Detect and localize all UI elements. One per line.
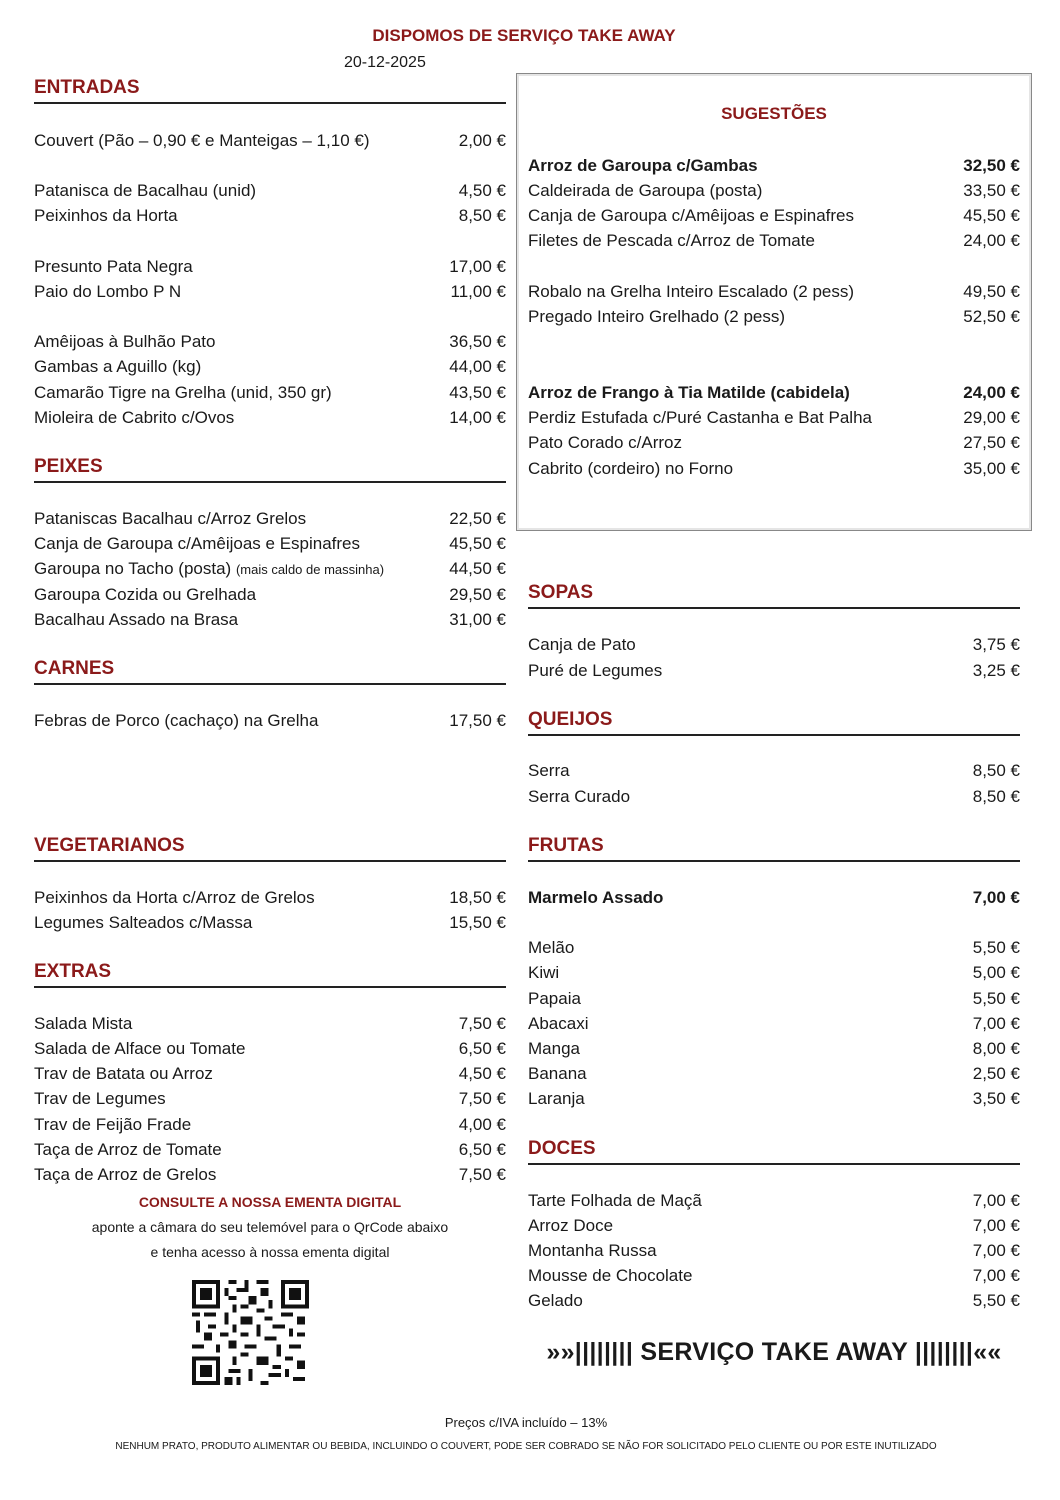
menu-item	[528, 1263, 1020, 1288]
item-price: 8,00 €	[972, 1039, 1020, 1058]
item-price: 17,00 €	[449, 257, 506, 276]
item-name: Trav de Legumes	[34, 1089, 166, 1108]
item-price: 6,50 €	[458, 1039, 506, 1058]
item-price: 3,50 €	[972, 1089, 1020, 1108]
section-vegetarianos: VEGETARIANOS	[34, 834, 506, 862]
item-price: 7,00 €	[972, 1191, 1020, 1210]
item-name: Kiwi	[528, 963, 560, 982]
item-name: Legumes Salteados c/Massa	[34, 913, 253, 932]
item-price: 2,00 €	[458, 131, 506, 150]
menu-item	[34, 506, 506, 531]
item-price: 11,00 €	[450, 282, 506, 301]
item-name: Salada de Alface ou Tomate	[34, 1039, 246, 1058]
item-name: Trav de Feijão Frade	[34, 1115, 192, 1134]
menu-item	[528, 1061, 1020, 1086]
item-price: 7,00 €	[972, 1216, 1020, 1235]
item-name: Gambas a Aguillo (kg)	[34, 357, 202, 376]
item-price: 3,25 €	[972, 661, 1020, 680]
item-price: 7,00 €	[972, 1014, 1020, 1033]
menu-item	[528, 1288, 1020, 1313]
item-name: Peixinhos da Horta	[34, 206, 178, 225]
item-name: Melão	[528, 938, 575, 957]
digital-menu-line-1: aponte a câmara do seu telemóvel para o QrCode abaixo	[91, 1219, 449, 1235]
item-price: 5,00 €	[972, 963, 1020, 982]
item-name: Pregado Inteiro Grelhado (2 pess)	[528, 307, 786, 326]
item-name: Febras de Porco (cachaço) na Grelha	[34, 711, 319, 730]
item-price: 2,50 €	[972, 1064, 1020, 1083]
item-name: Canja de Pato	[528, 635, 636, 654]
qr-code-icon[interactable]	[192, 1280, 309, 1385]
menu-item	[34, 178, 506, 203]
menu-item	[528, 456, 1020, 481]
item-price: 7,00 €	[972, 1241, 1020, 1260]
item-name: Gelado	[528, 1291, 583, 1310]
item-name: Abacaxi	[528, 1014, 589, 1033]
item-price: 33,50 €	[963, 181, 1020, 200]
menu-item	[34, 279, 506, 304]
section-entradas: ENTRADAS	[34, 76, 506, 104]
menu-item	[528, 1086, 1020, 1111]
item-price: 29,00 €	[963, 408, 1020, 427]
item-price: 14,00 €	[449, 408, 506, 427]
menu-item	[34, 885, 506, 910]
item-price: 5,50 €	[972, 938, 1020, 957]
item-name: Canja de Garoupa c/Amêijoas e Espinafres	[528, 206, 855, 225]
menu-item	[34, 354, 506, 379]
section-carnes: CARNES	[34, 657, 506, 685]
item-name: Canja de Garoupa c/Amêijoas e Espinafres	[34, 534, 361, 553]
digital-menu-line-2: e tenha acesso à nossa ementa digital	[150, 1244, 390, 1260]
item-name: Mioleira de Cabrito c/Ovos	[34, 408, 235, 427]
menu-item	[528, 380, 1020, 405]
section-queijos: QUEIJOS	[528, 708, 1020, 736]
item-price: 7,00 €	[972, 1266, 1020, 1285]
item-note: (mais caldo de massinha)	[235, 562, 385, 577]
menu-item	[528, 228, 1020, 253]
digital-menu-title: CONSULTE A NOSSA EMENTA DIGITAL	[138, 1194, 402, 1210]
menu-item	[528, 279, 1020, 304]
menu-item	[34, 910, 506, 935]
item-price: 4,50 €	[458, 1064, 506, 1083]
menu-item	[528, 1188, 1020, 1213]
item-name: Amêijoas à Bulhão Pato	[34, 332, 216, 351]
item-name: Pataniscas Bacalhau c/Arroz Grelos	[34, 509, 307, 528]
item-price: 36,50 €	[449, 332, 506, 351]
item-name: Taça de Arroz de Grelos	[34, 1165, 217, 1184]
item-name: Pato Corado c/Arroz	[528, 433, 683, 452]
menu-item	[34, 1036, 506, 1061]
item-name: Puré de Legumes	[528, 661, 663, 680]
item-name: Garoupa Cozida ou Grelhada	[34, 585, 257, 604]
item-price: 35,00 €	[963, 459, 1020, 478]
menu-item	[528, 1011, 1020, 1036]
item-name: Couvert (Pão – 0,90 € e Manteigas – 1,10 €)	[34, 131, 370, 150]
item-name: Papaia	[528, 989, 581, 1008]
menu-item	[528, 935, 1020, 960]
item-name: Patanisca de Bacalhau (unid)	[34, 181, 257, 200]
item-price: 5,50 €	[972, 1291, 1020, 1310]
item-price: 3,75 €	[972, 635, 1020, 654]
menu-item	[34, 128, 506, 153]
menu-item	[528, 758, 1020, 783]
item-name: Arroz de Garoupa c/Gambas	[528, 156, 758, 175]
menu-item	[34, 1061, 506, 1086]
menu-item	[34, 1112, 506, 1137]
item-name: Manga	[528, 1039, 580, 1058]
item-name: Taça de Arroz de Tomate	[34, 1140, 222, 1159]
item-price: 7,50 €	[458, 1089, 506, 1108]
menu-item	[34, 607, 506, 632]
item-price: 52,50 €	[963, 307, 1020, 326]
menu-item	[528, 430, 1020, 455]
item-name: Arroz Doce	[528, 1216, 614, 1235]
section-sopas: SOPAS	[528, 581, 1020, 609]
item-price: 49,50 €	[963, 282, 1020, 301]
menu-item	[34, 203, 506, 228]
item-name: Caldeirada de Garoupa (posta)	[528, 181, 763, 200]
menu-item	[34, 405, 506, 430]
section-extras: EXTRAS	[34, 960, 506, 988]
item-price: 45,50 €	[963, 206, 1020, 225]
item-price: 7,00 €	[972, 888, 1020, 907]
item-price: 27,50 €	[963, 433, 1020, 452]
item-name: Banana	[528, 1064, 587, 1083]
menu-item	[34, 254, 506, 279]
item-name: Serra	[528, 761, 570, 780]
item-price: 31,00 €	[449, 610, 506, 629]
item-name: Montanha Russa	[528, 1241, 657, 1260]
menu-item	[528, 153, 1020, 178]
item-name: Tarte Folhada de Maçã	[528, 1191, 702, 1210]
section-doces: DOCES	[528, 1137, 1020, 1165]
section-sugestoes: SUGESTÕES	[721, 104, 827, 123]
iva-note: Preços c/IVA incluído – 13%	[444, 1415, 608, 1430]
item-name: Serra Curado	[528, 787, 631, 806]
item-name	[34, 556, 384, 581]
menu-item	[528, 885, 1020, 910]
item-price: 6,50 €	[458, 1140, 506, 1159]
item-name: Mousse de Chocolate	[528, 1266, 693, 1285]
item-price: 7,50 €	[458, 1014, 506, 1033]
item-price: 45,50 €	[449, 534, 506, 553]
menu-item	[34, 1137, 506, 1162]
item-price: 44,50 €	[449, 559, 506, 578]
item-price: 8,50 €	[972, 761, 1020, 780]
menu-item	[528, 405, 1020, 430]
menu-item	[34, 329, 506, 354]
item-price: 24,00 €	[963, 383, 1020, 402]
menu-item	[528, 986, 1020, 1011]
item-name: Salada Mista	[34, 1014, 133, 1033]
item-price: 4,00 €	[458, 1115, 506, 1134]
menu-item	[528, 1213, 1020, 1238]
footer-notice: NENHUM PRATO, PRODUTO ALIMENTAR OU BEBIDA, INCLUINDO O COUVERT, PODE SER COBRADO SE NÃO FOR SOLICITADO PELO CLIENTE OU POR ESTE INUTILIZADO	[115, 1441, 937, 1452]
item-name: Bacalhau Assado na Brasa	[34, 610, 239, 629]
page-title: DISPOMOS DE SERVIÇO TAKE AWAY	[372, 26, 676, 45]
item-price: 32,50 €	[963, 156, 1020, 175]
menu-item	[528, 658, 1020, 683]
item-price: 8,50 €	[972, 787, 1020, 806]
item-name: Peixinhos da Horta c/Arroz de Grelos	[34, 888, 315, 907]
section-frutas: FRUTAS	[528, 834, 1020, 862]
item-price: 18,50 €	[449, 888, 506, 907]
menu-item	[528, 784, 1020, 809]
item-price: 15,50 €	[449, 913, 506, 932]
item-name: Perdiz Estufada c/Puré Castanha e Bat Palha	[528, 408, 872, 427]
menu-item	[528, 1036, 1020, 1061]
item-price: 29,50 €	[449, 585, 506, 604]
item-price: 17,50 €	[449, 711, 506, 730]
item-name: Paio do Lombo P N	[34, 282, 182, 301]
item-name: Cabrito (cordeiro) no Forno	[528, 459, 734, 478]
menu-item	[34, 1162, 506, 1187]
menu-item	[528, 1238, 1020, 1263]
menu-item	[34, 582, 506, 607]
item-name: Robalo na Grelha Inteiro Escalado (2 pess)	[528, 282, 855, 301]
menu-item	[34, 556, 506, 581]
item-name: Arroz de Frango à Tia Matilde (cabidela)	[528, 383, 850, 402]
menu-item	[528, 304, 1020, 329]
item-name: Camarão Tigre na Grelha (unid, 350 gr)	[34, 383, 332, 402]
takeaway-banner: »»|||||||| SERVIÇO TAKE AWAY ||||||||««	[546, 1338, 1002, 1366]
menu-item	[34, 708, 506, 733]
menu-item	[34, 380, 506, 405]
menu-item	[528, 632, 1020, 657]
item-name: Laranja	[528, 1089, 585, 1108]
item-name: Presunto Pata Negra	[34, 257, 193, 276]
item-price: 7,50 €	[458, 1165, 506, 1184]
section-peixes: PEIXES	[34, 455, 506, 483]
menu-date: 20-12-2025	[344, 54, 426, 71]
item-price: 5,50 €	[972, 989, 1020, 1008]
item-price: 8,50 €	[458, 206, 506, 225]
menu-item	[34, 1011, 506, 1036]
item-price: 44,00 €	[449, 357, 506, 376]
item-name: Marmelo Assado	[528, 888, 664, 907]
item-name: Trav de Batata ou Arroz	[34, 1064, 213, 1083]
item-price: 22,50 €	[449, 509, 506, 528]
menu-item	[34, 531, 506, 556]
menu-item	[528, 203, 1020, 228]
item-name-text: Garoupa no Tacho (posta)	[34, 559, 232, 578]
menu-item	[528, 178, 1020, 203]
menu-item	[34, 1086, 506, 1111]
item-price: 43,50 €	[449, 383, 506, 402]
item-price: 24,00 €	[963, 231, 1020, 250]
item-price: 4,50 €	[458, 181, 506, 200]
menu-item	[528, 960, 1020, 985]
item-name: Filetes de Pescada c/Arroz de Tomate	[528, 231, 815, 250]
